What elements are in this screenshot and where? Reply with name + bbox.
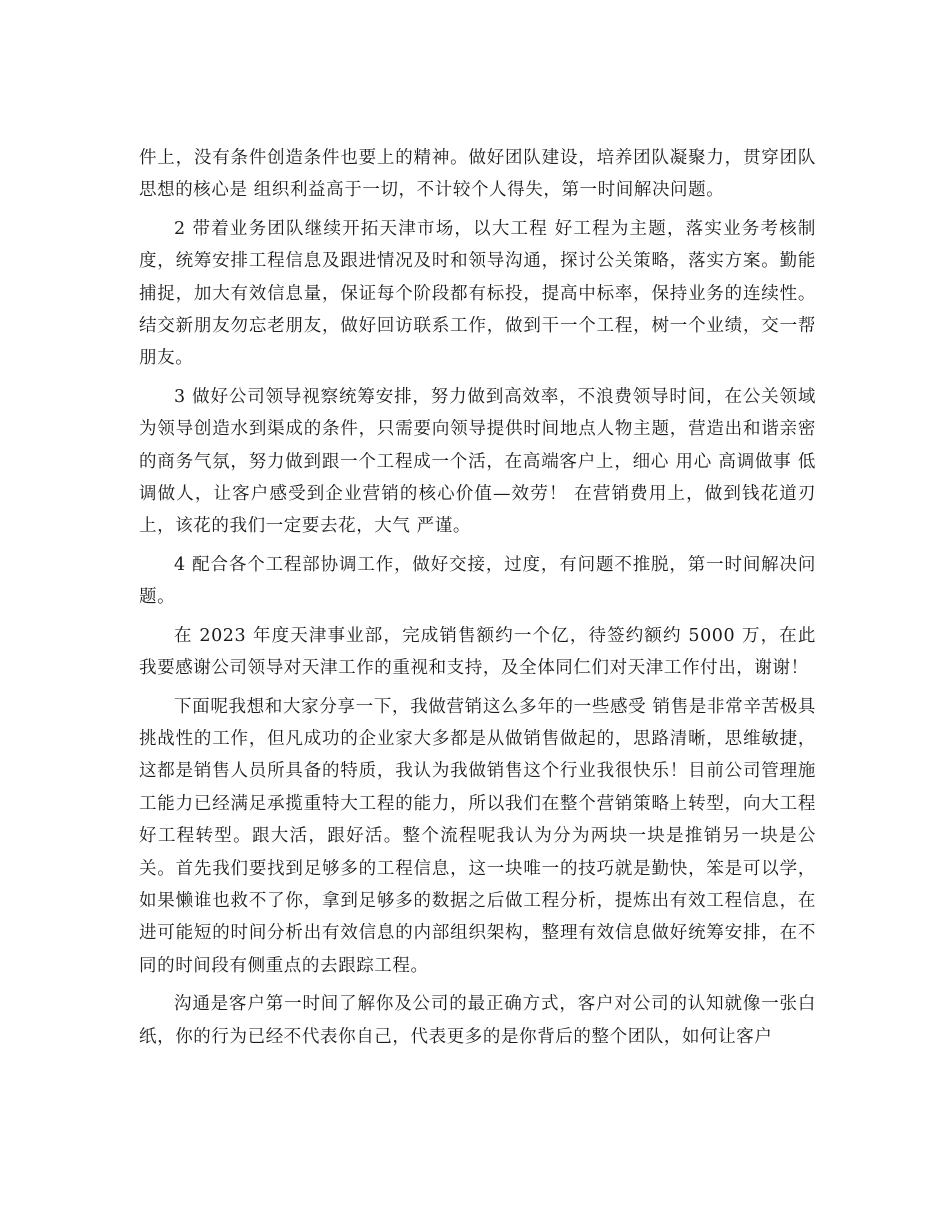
document-body [139, 142, 816, 1059]
paragraph-7: 沟通是客户第一时间了解你及公司的最正确方式，客户对公司的认知就像一张白纸，你的行为已经不代表你自己，代表更多的是你背后的整个团队，如何让客户 [139, 994, 816, 1047]
paragraph-1: 件上，没有条件创造条件也要上的精神。做好团队建设，培养团队凝聚力，贯穿团队思想的核心是 组织利益高于一切，不计较个人得失，第一时间解决问题。 [139, 148, 816, 201]
paragraph-6: 下面呢我想和大家分享一下，我做营销这么多年的一些感受 销售是非常辛苦极具挑战性的工作，但凡成功的企业家大多都是从做销售做起的，思路清晰，思维敏捷，这都是销售人员所具备的特质，我认为我做销售这个行业我很快乐！目前公司管理施工能力已经满足承揽重特大工程的能力，所以我们在整个营销策略上转型，向大工程 好工程转型。跟大活，跟好活。整个流程呢我认为分为两块一块是推销另一块是公关。首先我们要找到足够多的工程信息，这一块唯一的技巧就是勤快，笨是可以学，如果懒谁也救不了你，拿到足够多的数据之后做工程分析，提炼出有效工程信息，在进可能短的时间分析出有效信息的内部组织架构，整理有效信息做好统筹安排，在不同的时间段有侧重点的去跟踪工程。 [139, 696, 816, 976]
paragraph-5: 在 2023 年度天津事业部，完成销售额约一个亿，待签约额约 5000 万，在此我要感谢公司领导对天津工作的重视和支持，及全体同仁们对天津工作付出，谢谢！ [139, 625, 816, 679]
paragraph-4: 4 配合各个工程部协调工作，做好交接，过度，有问题不推脱，第一时间解决问题。 [139, 554, 816, 608]
paragraph-3: 3 做好公司领导视察统筹安排，努力做到高效率，不浪费领导时间，在公关领域为领导创造水到渠成的条件，只需要向领导提供时间地点人物主题，营造出和谐亲密的商务气氛，努力做到跟一个工程成一个活，在高端客户上，细心 用心 高调做事 低调做人，让客户感受到企业营销的核心价值—效劳！ 在营销费用上，做到钱花道刃上，该花的我们一定要去花，大气 严谨。 [139, 386, 816, 537]
paragraph-2: 2 带着业务团队继续开拓天津市场，以大工程 好工程为主题，落实业务考核制度，统筹安排工程信息及跟进情况及时和领导沟通，探讨公关策略，落实方案。勤能捕捉，加大有效信息量，保证每个阶段都有标投，提高中标率，保持业务的连续性。结交新朋友勿忘老朋友，做好回访联系工作，做到干一个工程，树一个业绩，交一帮朋友。 [139, 218, 816, 369]
